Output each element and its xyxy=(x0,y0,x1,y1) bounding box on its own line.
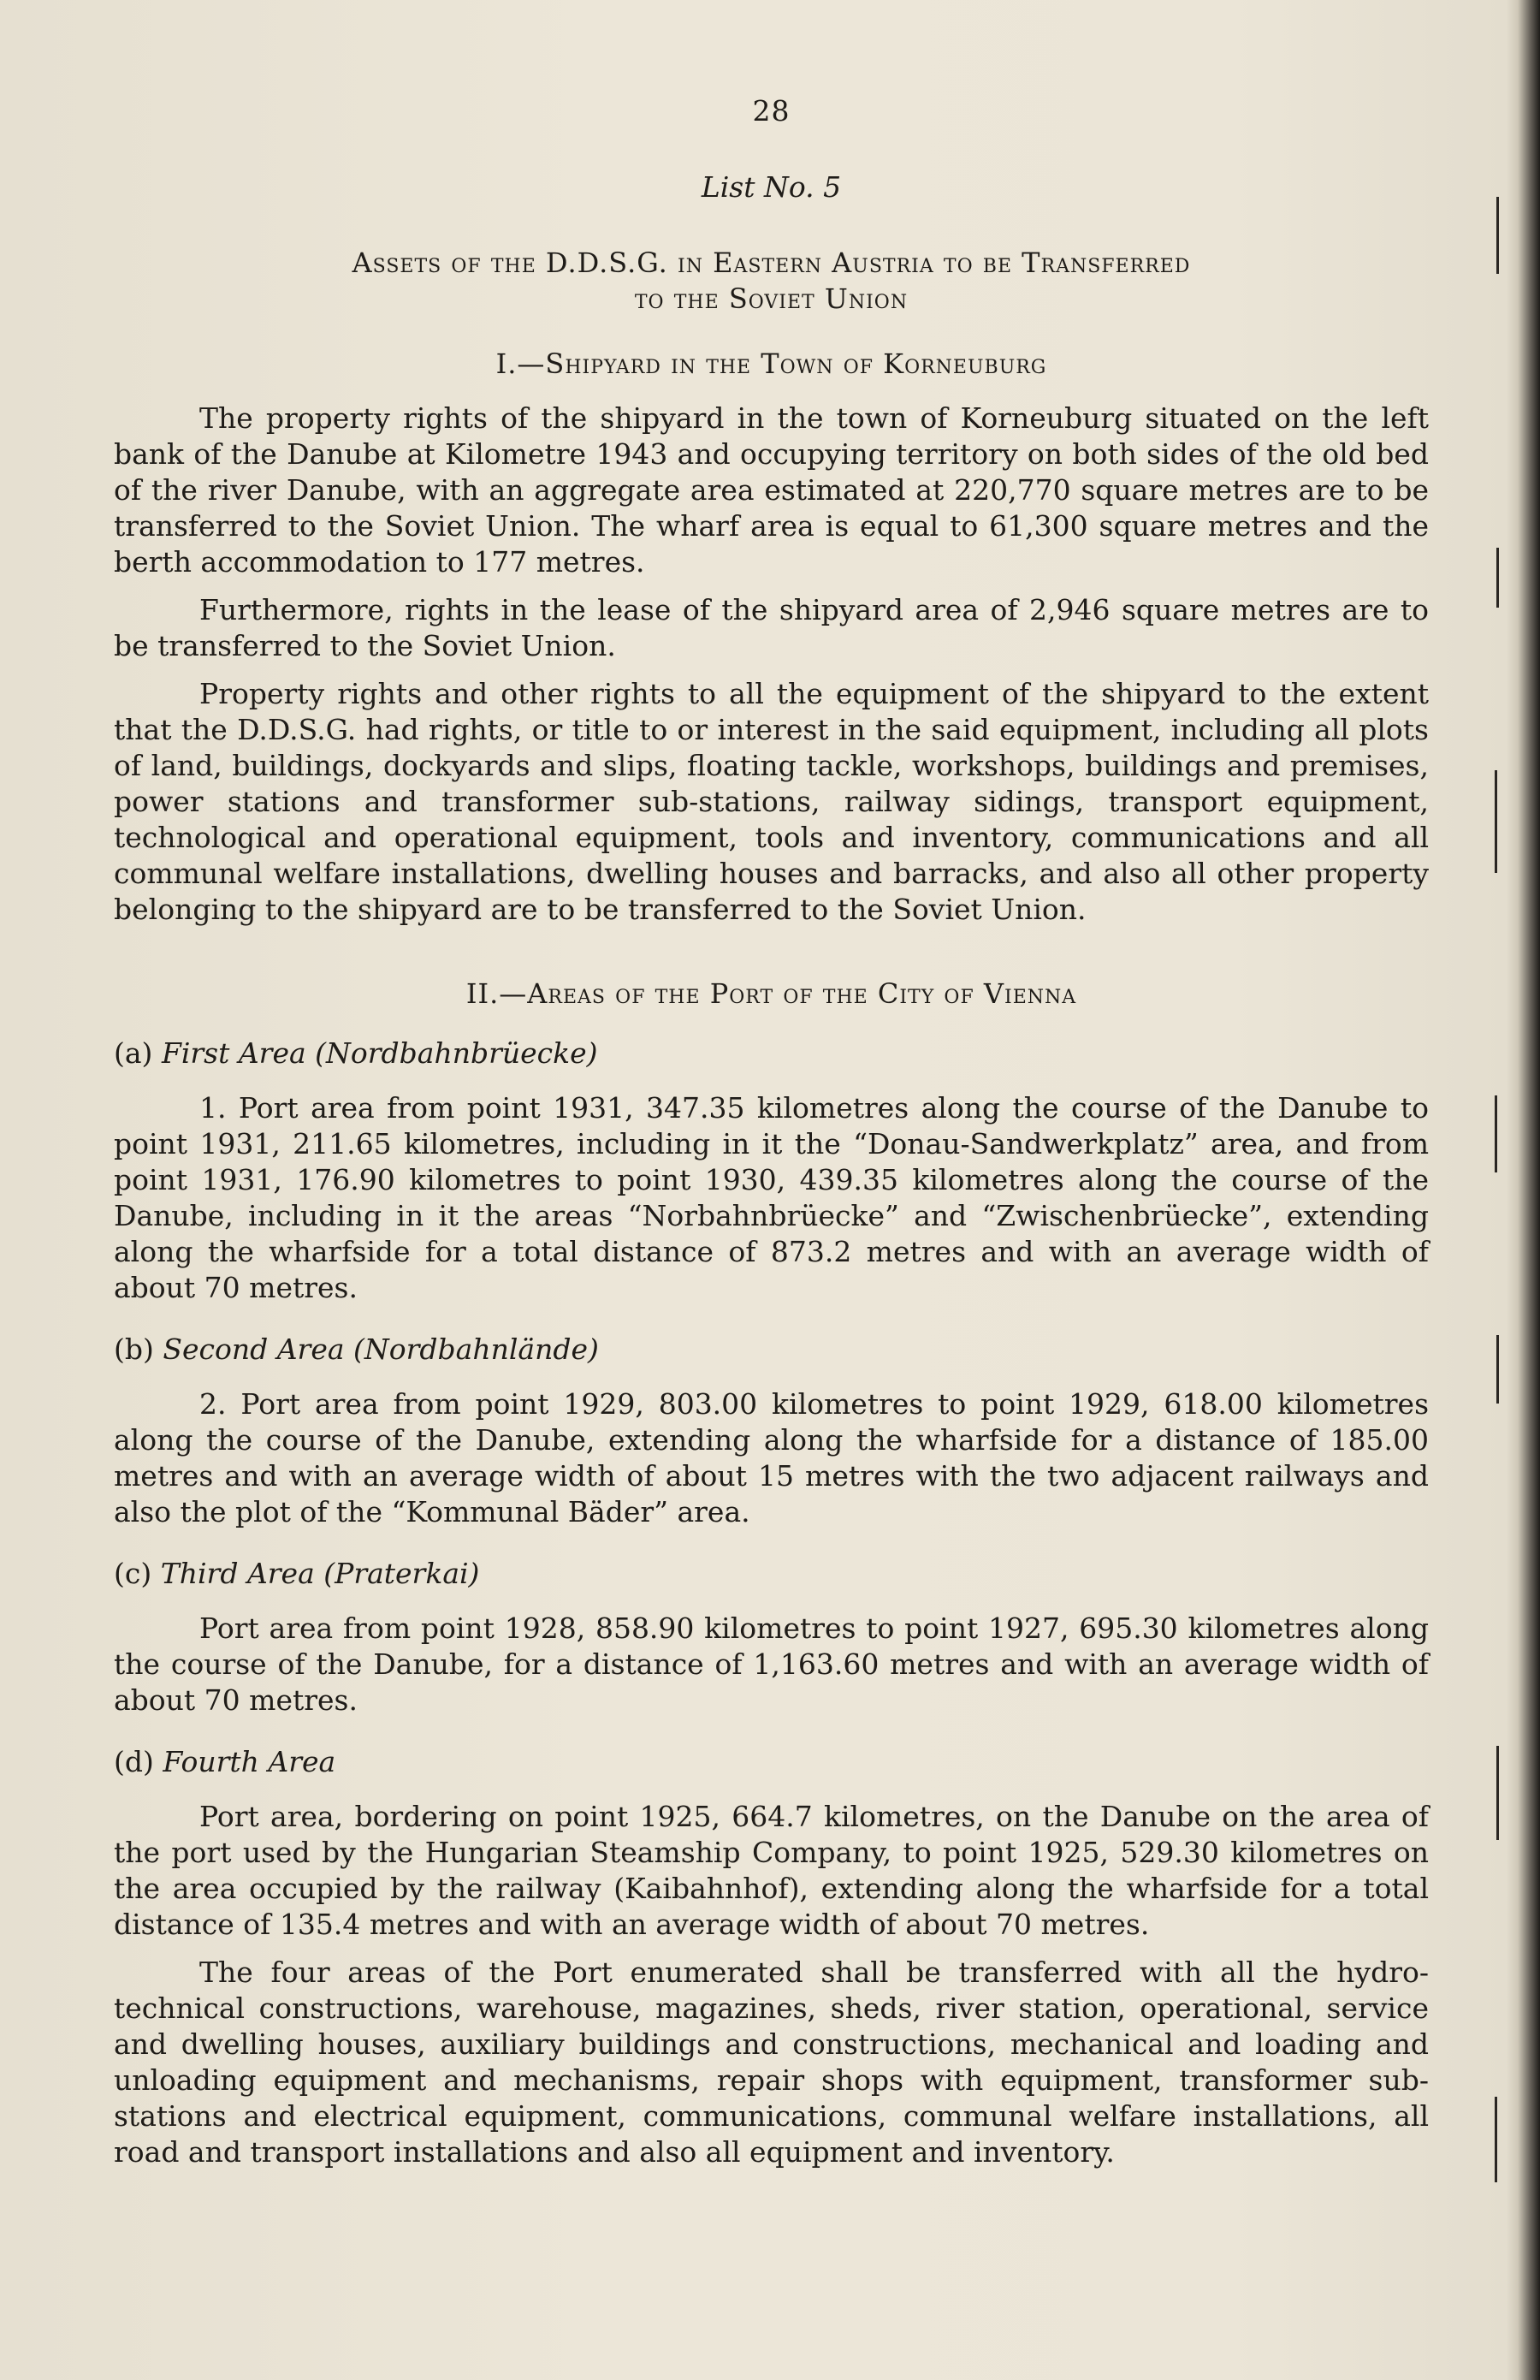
area-name: Second Area (Nordbahnlände) xyxy=(163,1332,599,1366)
area-label: (d) xyxy=(114,1745,154,1778)
title-line-2: to the Soviet Union xyxy=(634,282,909,315)
page-edge-shadow xyxy=(1506,0,1540,2380)
paragraph: The property rights of the shipyard in the town of Korneuburg situated on the left bank of the Danube at Kilometre 1943 and occupying territory on both sides of the old bed of the river Danube, with an aggregate area estimated at 220,770 square metres are to be transferred to the Soviet Union. The wharf area is equal to 61,300 square metres and the berth accommodation to 177 metres. xyxy=(114,401,1429,579)
area-paragraph: Port area from point 1928, 858.90 kilometres to point 1927, 695.30 kilometres along the course of the Danube, for a distance of 1,163.60 metres and with an average width of about 70 metres. xyxy=(114,1611,1429,1717)
paragraph: Property rights and other rights to all the equipment of the shipyard to the extent that the D.D.S.G. had rights, or title to or interest in the said equipment, including all plots of land, buildings, dockyards and slips, floating tackle, workshops, buildings and premises, power stations and transformer sub-stations, railway sidings, transport equipment, technological and operational equipment, tools and inventory, communications and all communal welfare installations, dwelling houses and barracks, and also all other property belonging to the shipyard are to be transferred to the Soviet Union. xyxy=(114,677,1429,926)
page-content xyxy=(114,94,1429,2182)
area-paragraph: 2. Port area from point 1929, 803.00 kilometres to point 1929, 618.00 kilometres along the course of the Danube, extending along the wharfside for a distance of 185.00 metres and with an average width of about 15 metres with the two adjacent railways and also the plot of the “Kommunal Bäder” area. xyxy=(114,1387,1429,1528)
area-name: Third Area (Praterkai) xyxy=(160,1557,480,1590)
edge-mark xyxy=(1496,1746,1499,1840)
edge-mark xyxy=(1495,1095,1497,1172)
area-paragraph: 1. Port area from point 1931, 347.35 kilometres along the course of the Danube to point 1931, 211.65 kilometres, including in it the “Donau-Sandwerkplatz” area, and from point 1931, 176.90 kilometres to point 1930, 439.35 kilometres along the course of the Danube, including in it the areas “Norbahnbrüecke” and “Zwischenbrüecke”, extending along the wharfside for a total distance of 873.2 metres and with an average width of about 70 metres. xyxy=(114,1091,1429,1304)
area-label: (c) xyxy=(114,1557,152,1590)
edge-mark xyxy=(1496,197,1499,274)
edge-mark xyxy=(1496,548,1499,608)
section-heading-port-areas: II.—Areas of the Port of the City of Vienna xyxy=(465,977,1077,1010)
area-subheading xyxy=(114,1036,1429,1071)
area-subheading xyxy=(114,1556,1429,1592)
title-line-1: Assets of the D.D.S.G. in Eastern Austria to be Transferred xyxy=(352,246,1191,279)
area-name: Fourth Area xyxy=(163,1745,336,1778)
area-label: (b) xyxy=(114,1332,154,1366)
area-name: First Area (Nordbahnbrüecke) xyxy=(161,1036,598,1070)
area-label: (a) xyxy=(114,1036,153,1070)
paragraph: Furthermore, rights in the lease of the shipyard area of 2,946 square metres are to be transferred to the Soviet Union. xyxy=(114,593,1429,662)
area-subheading xyxy=(114,1332,1429,1368)
section-heading-shipyard: I.—Shipyard in the Town of Korneuburg xyxy=(495,347,1047,380)
closing-paragraph: The four areas of the Port enumerated shall be transferred with all the hydro-technical constructions, warehouse, magazines, sheds, river station, operational, service and dwelling houses, auxiliary buildings and constructions, mechanical and loading and unloading equipment and mechanisms, repair shops with equipment, transformer sub-stations and electrical equipment, communications, communal welfare installations, all road and transport installations and also all equipment and inventory. xyxy=(114,1956,1429,2169)
page-number: 28 xyxy=(752,94,791,128)
edge-mark xyxy=(1496,1335,1499,1404)
area-paragraph: Port area, bordering on point 1925, 664.7 kilometres, on the Danube on the area of the port used by the Hungarian Steamship Company, to point 1925, 529.30 kilometres on the area occupied by the railway (Kaibahnhof), extending along the wharfside for a total distance of 135.4 metres and with an average width of about 70 metres. xyxy=(114,1800,1429,1941)
edge-mark xyxy=(1495,770,1497,873)
edge-mark xyxy=(1495,2097,1497,2182)
list-title: List No. 5 xyxy=(701,170,842,204)
document-title xyxy=(114,245,1429,317)
area-subheading xyxy=(114,1744,1429,1780)
